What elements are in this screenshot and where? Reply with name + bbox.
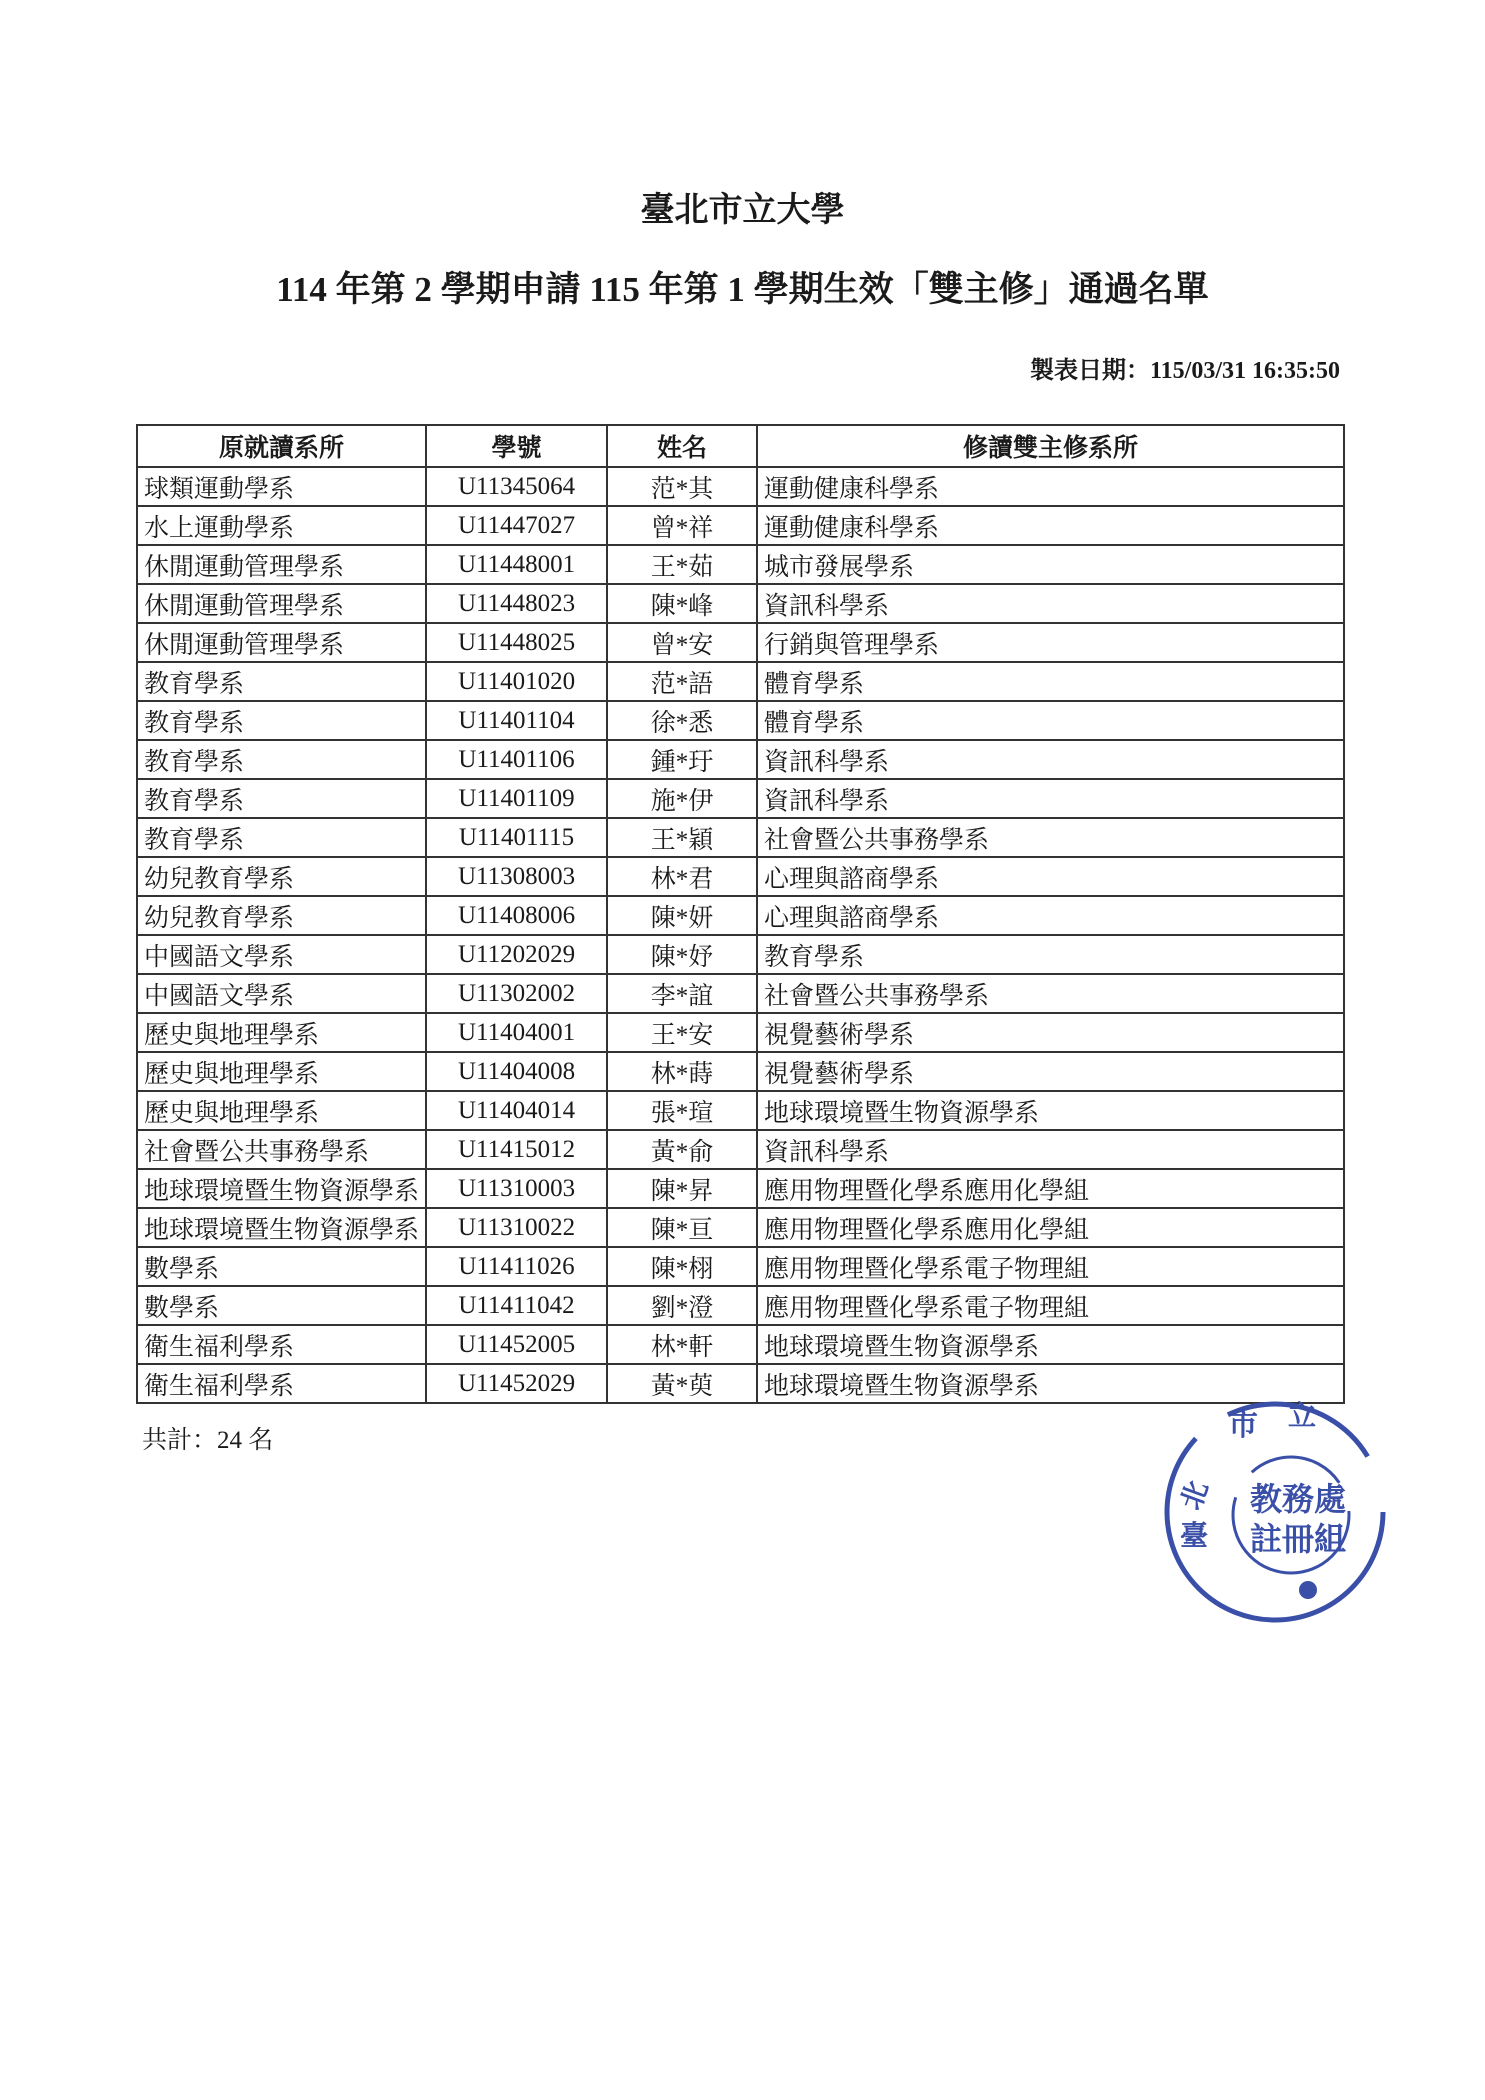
cell-original-dept: 中國語文學系	[137, 974, 426, 1013]
table-row	[137, 896, 1344, 935]
cell-double-major-dept: 地球環境暨生物資源學系	[757, 1091, 1344, 1130]
table-row	[137, 1247, 1344, 1286]
cell-student-id: U11415012	[426, 1130, 607, 1169]
table-row	[137, 1208, 1344, 1247]
cell-double-major-dept: 資訊科學系	[757, 1130, 1344, 1169]
cell-original-dept: 教育學系	[137, 779, 426, 818]
cell-double-major-dept: 視覺藝術學系	[757, 1013, 1344, 1052]
cell-double-major-dept: 地球環境暨生物資源學系	[757, 1364, 1344, 1403]
cell-original-dept: 休閒運動管理學系	[137, 545, 426, 584]
table-row	[137, 467, 1344, 506]
document-subtitle: 114 年第 2 學期申請 115 年第 1 學期生效「雙主修」通過名單	[276, 270, 1209, 309]
cell-student-name: 陳*昇	[607, 1169, 757, 1208]
cell-double-major-dept: 應用物理暨化學系電子物理組	[757, 1286, 1344, 1325]
cell-original-dept: 衛生福利學系	[137, 1364, 426, 1403]
cell-original-dept: 教育學系	[137, 662, 426, 701]
cell-double-major-dept: 應用物理暨化學系電子物理組	[757, 1247, 1344, 1286]
table-row	[137, 1286, 1344, 1325]
cell-student-id: U11408006	[426, 896, 607, 935]
cell-double-major-dept: 資訊科學系	[757, 584, 1344, 623]
table-row	[137, 1091, 1344, 1130]
cell-student-name: 徐*悉	[607, 701, 757, 740]
cell-original-dept: 教育學系	[137, 701, 426, 740]
cell-original-dept: 水上運動學系	[137, 506, 426, 545]
table-row	[137, 1130, 1344, 1169]
cell-student-name: 林*軒	[607, 1325, 757, 1364]
cell-student-id: U11401106	[426, 740, 607, 779]
cell-student-id: U11308003	[426, 857, 607, 896]
cell-student-name: 李*誼	[607, 974, 757, 1013]
cell-student-id: U11411026	[426, 1247, 607, 1286]
cell-student-name: 王*安	[607, 1013, 757, 1052]
approved-list-table	[136, 424, 1345, 1404]
cell-student-name: 劉*澄	[607, 1286, 757, 1325]
cell-double-major-dept: 體育學系	[757, 701, 1344, 740]
cell-student-id: U11404001	[426, 1013, 607, 1052]
cell-student-id: U11401104	[426, 701, 607, 740]
cell-original-dept: 歷史與地理學系	[137, 1052, 426, 1091]
cell-original-dept: 數學系	[137, 1286, 426, 1325]
cell-original-dept: 教育學系	[137, 818, 426, 857]
table-row	[137, 662, 1344, 701]
table-row	[137, 818, 1344, 857]
cell-student-name: 曾*祥	[607, 506, 757, 545]
table-row	[137, 1325, 1344, 1364]
col-header-original-dept: 原就讀系所	[137, 425, 426, 467]
cell-student-id: U11345064	[426, 467, 607, 506]
table-row	[137, 935, 1344, 974]
col-header-name: 姓名	[607, 425, 757, 467]
table-header-row	[137, 425, 1344, 467]
cell-original-dept: 幼兒教育學系	[137, 857, 426, 896]
cell-original-dept: 球類運動學系	[137, 467, 426, 506]
cell-double-major-dept: 體育學系	[757, 662, 1344, 701]
cell-student-id: U11452029	[426, 1364, 607, 1403]
cell-student-name: 王*茹	[607, 545, 757, 584]
cell-original-dept: 地球環境暨生物資源學系	[137, 1208, 426, 1247]
svg-text:立: 立	[1288, 1399, 1317, 1432]
cell-student-name: 陳*栩	[607, 1247, 757, 1286]
table-row	[137, 974, 1344, 1013]
date-value: 115/03/31 16:35:50	[1150, 358, 1340, 384]
svg-text:註冊組: 註冊組	[1250, 1520, 1347, 1558]
cell-original-dept: 幼兒教育學系	[137, 896, 426, 935]
cell-student-id: U11401109	[426, 779, 607, 818]
table-row	[137, 1052, 1344, 1091]
table-row	[137, 1169, 1344, 1208]
cell-double-major-dept: 資訊科學系	[757, 779, 1344, 818]
cell-student-name: 黃*俞	[607, 1130, 757, 1169]
cell-original-dept: 中國語文學系	[137, 935, 426, 974]
registration-office-seal	[1158, 1395, 1393, 1630]
svg-text:市: 市	[1228, 1408, 1258, 1443]
table-row	[137, 545, 1344, 584]
cell-double-major-dept: 心理與諮商學系	[757, 857, 1344, 896]
cell-student-name: 施*伊	[607, 779, 757, 818]
cell-double-major-dept: 社會暨公共事務學系	[757, 818, 1344, 857]
cell-original-dept: 社會暨公共事務學系	[137, 1130, 426, 1169]
cell-student-id: U11401020	[426, 662, 607, 701]
cell-original-dept: 歷史與地理學系	[137, 1091, 426, 1130]
svg-text:臺: 臺	[1180, 1519, 1209, 1552]
svg-text:教務處: 教務處	[1250, 1480, 1347, 1518]
cell-student-name: 林*君	[607, 857, 757, 896]
cell-student-name: 陳*妤	[607, 935, 757, 974]
cell-student-id: U11452005	[426, 1325, 607, 1364]
cell-student-id: U11447027	[426, 506, 607, 545]
cell-student-id: U11404014	[426, 1091, 607, 1130]
table-row	[137, 701, 1344, 740]
date-label: 製表日期：	[1030, 358, 1150, 384]
table-row	[137, 857, 1344, 896]
cell-double-major-dept: 運動健康科學系	[757, 467, 1344, 506]
report-date	[1030, 350, 1340, 385]
cell-student-id: U11302002	[426, 974, 607, 1013]
cell-original-dept: 數學系	[137, 1247, 426, 1286]
cell-student-name: 林*蒔	[607, 1052, 757, 1091]
cell-double-major-dept: 運動健康科學系	[757, 506, 1344, 545]
document-title: 臺北市立大學	[640, 192, 845, 229]
cell-student-name: 陳*峰	[607, 584, 757, 623]
cell-student-name: 陳*亘	[607, 1208, 757, 1247]
cell-double-major-dept: 心理與諮商學系	[757, 896, 1344, 935]
cell-student-name: 黃*萸	[607, 1364, 757, 1403]
cell-student-id: U11448023	[426, 584, 607, 623]
cell-student-name: 范*語	[607, 662, 757, 701]
cell-original-dept: 休閒運動管理學系	[137, 584, 426, 623]
cell-double-major-dept: 應用物理暨化學系應用化學組	[757, 1208, 1344, 1247]
cell-double-major-dept: 行銷與管理學系	[757, 623, 1344, 662]
cell-original-dept: 休閒運動管理學系	[137, 623, 426, 662]
cell-student-id: U11202029	[426, 935, 607, 974]
table-row	[137, 506, 1344, 545]
cell-double-major-dept: 地球環境暨生物資源學系	[757, 1325, 1344, 1364]
cell-student-id: U11401115	[426, 818, 607, 857]
cell-double-major-dept: 資訊科學系	[757, 740, 1344, 779]
cell-student-id: U11310022	[426, 1208, 607, 1247]
table-row	[137, 584, 1344, 623]
svg-text:北: 北	[1174, 1476, 1215, 1514]
cell-double-major-dept: 教育學系	[757, 935, 1344, 974]
cell-original-dept: 教育學系	[137, 740, 426, 779]
cell-original-dept: 地球環境暨生物資源學系	[137, 1169, 426, 1208]
cell-double-major-dept: 視覺藝術學系	[757, 1052, 1344, 1091]
cell-student-name: 王*穎	[607, 818, 757, 857]
cell-student-id: U11411042	[426, 1286, 607, 1325]
cell-student-name: 范*其	[607, 467, 757, 506]
cell-student-id: U11404008	[426, 1052, 607, 1091]
cell-double-major-dept: 應用物理暨化學系應用化學組	[757, 1169, 1344, 1208]
cell-student-name: 張*瑄	[607, 1091, 757, 1130]
table-row	[137, 740, 1344, 779]
col-header-student-id: 學號	[426, 425, 607, 467]
cell-double-major-dept: 城市發展學系	[757, 545, 1344, 584]
col-header-double-major-dept: 修讀雙主修系所	[757, 425, 1344, 467]
cell-original-dept: 歷史與地理學系	[137, 1013, 426, 1052]
cell-student-name: 曾*安	[607, 623, 757, 662]
table-row	[137, 623, 1344, 662]
cell-student-id: U11448001	[426, 545, 607, 584]
total-count: 共計：24 名	[142, 1427, 274, 1454]
cell-student-id: U11448025	[426, 623, 607, 662]
cell-student-name: 鍾*玗	[607, 740, 757, 779]
table-row	[137, 779, 1344, 818]
cell-original-dept: 衛生福利學系	[137, 1325, 426, 1364]
cell-student-id: U11310003	[426, 1169, 607, 1208]
cell-double-major-dept: 社會暨公共事務學系	[757, 974, 1344, 1013]
table-row	[137, 1013, 1344, 1052]
cell-student-name: 陳*妍	[607, 896, 757, 935]
